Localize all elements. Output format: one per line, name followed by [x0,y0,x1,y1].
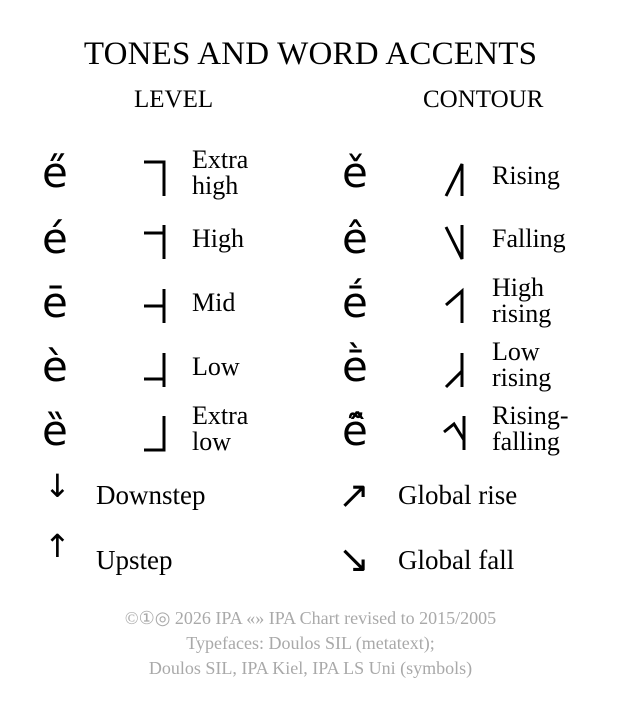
falling-tone-letter-icon [440,221,470,263]
rising-falling-label [492,403,569,455]
extra-low-label [192,403,248,455]
low-tone-bar-icon [140,349,170,391]
low-rising-label-line-2: rising [492,363,552,392]
extra-low-label-line-1: Extra [192,401,249,430]
falling-label: Falling [492,224,566,253]
upstep-label: Upstep [96,545,173,575]
upstep-arrow-icon: ↑ [44,527,71,565]
level-heading: LEVEL [134,86,214,113]
rising-falling-label-line-1: Rising- [492,401,569,430]
mid-label: Mid [192,288,236,317]
global-rise-arrow-icon: ↗ [338,473,370,517]
rising-falling-label-line-2: falling [492,427,560,456]
extra-high-tone-symbol: e̋ [42,148,68,197]
high-label: High [192,224,244,253]
high-rising-tone-letter-icon [440,285,470,327]
mid-tone-bar-icon [140,285,170,327]
low-tone-symbol: è [42,342,68,391]
high-rising-tone-symbol: ḗ [342,278,368,327]
rising-label: Rising [492,161,560,190]
global-fall-arrow-icon: ↘ [338,537,370,581]
high-tone-bar-icon [140,221,170,263]
high-rising-label-line-1: High [492,273,544,302]
global-fall-label: Global fall [398,545,515,575]
low-rising-tone-letter-icon [440,349,470,391]
chart-title: TONES AND WORD ACCENTS [83,36,538,72]
high-rising-label-line-2: rising [492,299,552,328]
footer-license-line: ©①◎ 2026 IPA «» IPA Chart revised to 2015/2005 [124,608,497,628]
extra-high-label [192,147,248,199]
footer [0,606,621,681]
rising-tone-symbol: ě [342,148,368,197]
footer-symbols-line: Doulos SIL, IPA Kiel, IPA LS Uni (symbols) [148,658,473,678]
footer-typefaces-line: Typefaces: Doulos SIL (metatext); [186,633,435,653]
mid-tone-symbol: ē [42,278,68,327]
extra-high-label-line-2: high [192,171,239,200]
rising-falling-tone-letter-icon [440,412,470,454]
falling-tone-symbol: ê [342,214,368,263]
low-label: Low [192,352,240,381]
downstep-arrow-icon: ↓ [44,467,71,505]
downstep-label: Downstep [96,480,206,510]
global-rise-label: Global rise [398,480,518,510]
extra-low-label-line-2: low [192,427,231,456]
low-rising-label [492,339,551,391]
rising-falling-tone-symbol: ẽ̂ [342,406,368,455]
high-rising-label [492,275,551,327]
high-tone-symbol: é [42,214,68,263]
extra-low-tone-symbol: ȅ [42,406,68,455]
contour-heading: CONTOUR [423,86,544,113]
rising-tone-letter-icon [440,158,470,200]
extra-low-tone-bar-icon [140,412,170,454]
low-rising-label-line-1: Low [492,337,540,366]
extra-high-tone-bar-icon [140,158,170,200]
extra-high-label-line-1: Extra [192,145,249,174]
low-rising-tone-symbol: ḕ [342,342,368,391]
